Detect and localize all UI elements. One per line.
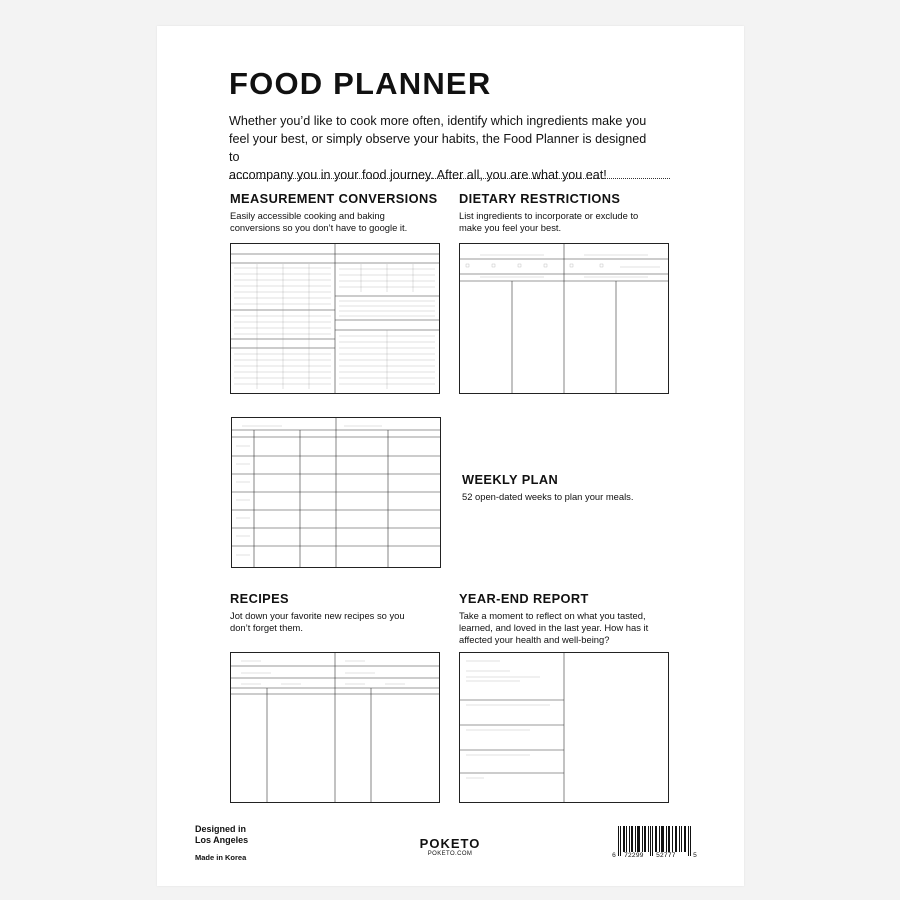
desc-line: Take a moment to reflect on what you tasted, bbox=[459, 610, 646, 621]
designed-line: Designed in bbox=[195, 824, 247, 834]
recipes-page-thumbnail bbox=[230, 652, 440, 803]
brand-block bbox=[400, 836, 500, 857]
yearend-page-thumbnail bbox=[459, 652, 669, 803]
weekly-desc: 52 open-dated weeks to plan your meals. bbox=[462, 491, 634, 502]
recipes-table-drawing bbox=[231, 653, 439, 802]
measurement-page-thumbnail bbox=[230, 243, 440, 394]
product-sheet bbox=[157, 26, 744, 886]
measurement-desc bbox=[230, 210, 430, 234]
intro-line: accompany you in your food journey. After all, you are what you eat! bbox=[229, 168, 607, 182]
intro-line: feel your best, or simply observe your habits, the Food Planner is designed to bbox=[229, 132, 647, 164]
recipes-title: RECIPES bbox=[230, 591, 289, 606]
desc-line: don’t forget them. bbox=[230, 622, 303, 633]
desc-line: List ingredients to incorporate or exclude to bbox=[459, 210, 639, 221]
desc-line: conversions so you don’t have to google it. bbox=[230, 222, 408, 233]
yearend-desc bbox=[459, 610, 669, 646]
weekly-table-drawing bbox=[232, 418, 440, 567]
intro-line: Whether you’d like to cook more often, identify which ingredients make you bbox=[229, 114, 647, 128]
barcode bbox=[612, 826, 698, 866]
page-title: FOOD PLANNER bbox=[229, 66, 492, 101]
yearend-title: YEAR-END REPORT bbox=[459, 591, 589, 606]
recipes-desc bbox=[230, 610, 430, 634]
dietary-table-drawing bbox=[460, 244, 668, 393]
brand-url: POKETO.COM bbox=[427, 851, 473, 857]
designed-in-text bbox=[195, 824, 248, 846]
made-in-text: Made in Korea bbox=[195, 853, 247, 862]
measurement-table-drawing bbox=[231, 244, 439, 393]
barcode-digit: 72299 bbox=[624, 852, 644, 859]
barcode-digit: 52777 bbox=[656, 852, 676, 859]
desc-line: Jot down your favorite new recipes so you bbox=[230, 610, 405, 621]
desc-line: learned, and loved in the last year. How has it bbox=[459, 622, 649, 633]
barcode-digit: 6 bbox=[612, 852, 616, 859]
desc-line: Easily accessible cooking and baking bbox=[230, 210, 385, 221]
desc-line: affected your health and well-being? bbox=[459, 634, 610, 645]
desc-line: make you feel your best. bbox=[459, 222, 562, 233]
designed-line: Los Angeles bbox=[195, 835, 249, 845]
yearend-table-drawing bbox=[460, 653, 668, 802]
barcode-digit: 5 bbox=[693, 852, 697, 859]
dotted-divider bbox=[229, 178, 670, 179]
brand-logo: POKETO bbox=[419, 836, 481, 851]
intro-text bbox=[229, 112, 649, 184]
measurement-title: MEASUREMENT CONVERSIONS bbox=[230, 191, 438, 206]
weekly-title: WEEKLY PLAN bbox=[462, 472, 559, 487]
dietary-desc bbox=[459, 210, 659, 234]
dietary-page-thumbnail bbox=[459, 243, 669, 394]
dietary-title: DIETARY RESTRICTIONS bbox=[459, 191, 621, 206]
weekly-page-thumbnail bbox=[231, 417, 441, 568]
